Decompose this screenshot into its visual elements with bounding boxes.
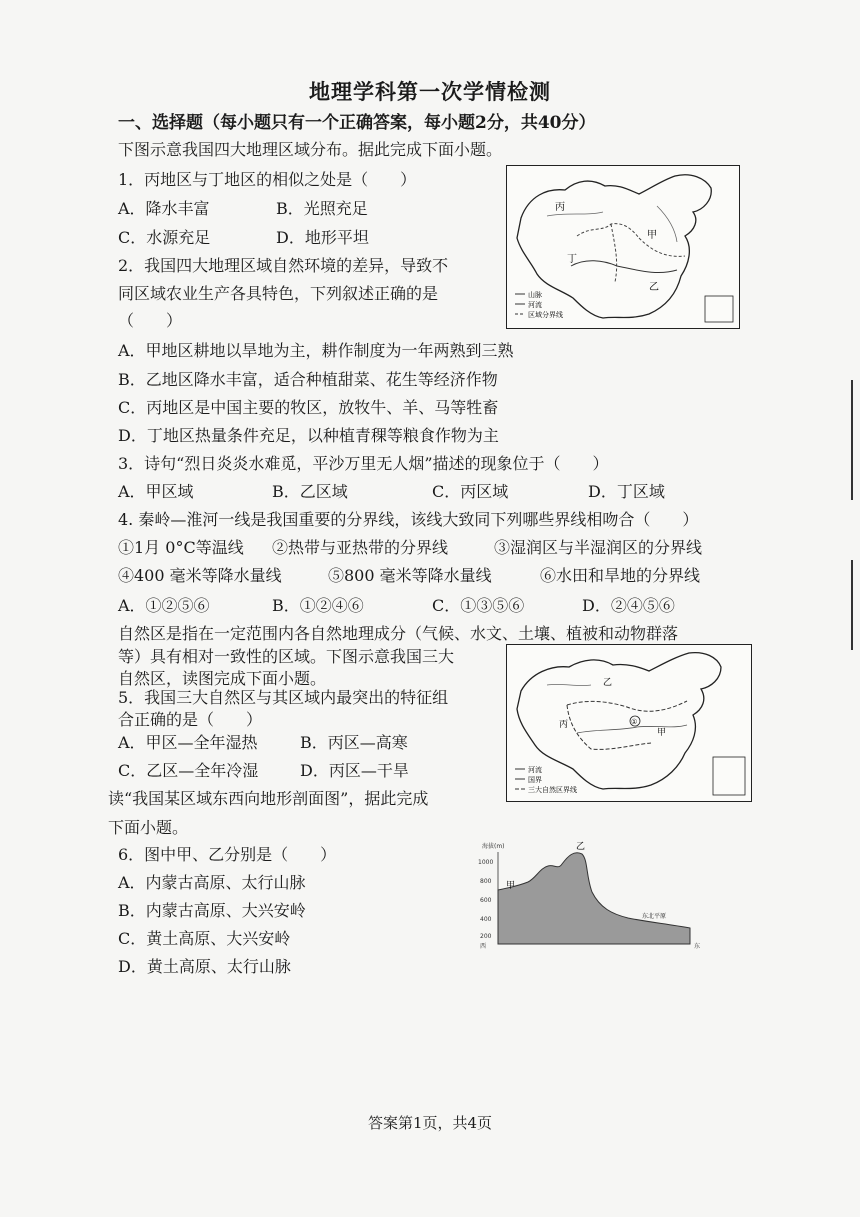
q5-stem-line2: 合正确的是（ ） [118,710,263,729]
profile-label-yi: 乙 [576,842,586,852]
q2-stem-line2: 同区域农业生产各具特色，下列叙述正确的是 [118,284,439,303]
profile-label-plain: 东北平原 [642,913,667,920]
q5-option-c: C．乙区—全年冷湿 [118,761,259,780]
map2-inset [713,757,745,795]
q5-option-d: D．丙区—干旱 [300,761,409,780]
map2-label-yi: 乙 [603,678,613,688]
q4-option-d: D．②④⑤⑥ [582,596,675,615]
q4-item-5: ⑤800 毫米等降水量线 [328,566,492,585]
q6-option-d: D．黄土高原、太行山脉 [118,957,291,976]
group1-intro: 下图示意我国四大地理区域分布。据此完成下面小题。 [118,140,503,159]
china-natural-zones-map [506,644,752,802]
q4-item-2: ②热带与亚热带的分界线 [272,538,449,557]
q1-option-a: A．降水丰富 [118,199,210,218]
q4-stem: 4. 秦岭—淮河一线是我国重要的分界线，该线大致同下列哪些界线相吻合（ ） [118,510,699,529]
q1-option-b: B．光照充足 [276,199,368,218]
group2-intro-line1: 自然区是指在一定范围内各自然地理成分（气候、水文、土壤、植被和动物群落 [118,624,679,643]
q5-option-a: A．甲区—全年湿热 [118,733,258,752]
q3-stem: 3．诗句“烈日炎炎水难觅，平沙万里无人烟”描述的现象位于（ ） [118,454,609,473]
q2-option-c: C．丙地区是中国主要的牧区，放牧牛、羊、马等牲畜 [118,398,499,417]
q5-stem-line1: 5．我国三大自然区与其区域内最突出的特征组 [118,688,449,707]
page-title: 地理学科第一次学情检测 [309,79,551,104]
q4-item-4: ④400 毫米等降水量线 [118,566,282,585]
profile-label-east: 东 [694,943,701,950]
q1-stem: 1．丙地区与丁地区的相似之处是（ ） [118,170,417,189]
map1-legend-boundary: 区域分界线 [528,311,563,319]
q3-option-c: C．丙区域 [432,482,509,501]
q2-stem-line1: 2．我国四大地理区域自然环境的差异，导致不 [118,256,449,275]
q5-option-b: B．丙区—高寒 [300,733,408,752]
profile-tick-600: 600 [480,897,492,904]
q4-item-3: ③湿润区与半湿润区的分界线 [494,538,703,557]
profile-label-jia: 甲 [506,881,516,891]
group3-intro-line2: 下面小题。 [108,818,189,837]
section-heading: 一、选择题（每小题只有一个正确答案，每小题2分，共40分） [118,113,596,133]
scan-edge-mark [851,380,853,500]
map1-legend-river: 河流 [528,301,542,309]
map1-legend-mountain: 山脉 [528,291,542,299]
q6-option-a: A．内蒙古高原、太行山脉 [118,873,306,892]
q6-option-c: C．黄土高原、大兴安岭 [118,929,291,948]
profile-tick-400: 400 [480,916,492,923]
profile-tick-200: 200 [480,933,492,940]
q2-option-a: A．甲地区耕地以旱地为主，耕作制度为一年两熟到三熟 [118,341,514,360]
q3-option-d: D．丁区域 [588,482,665,501]
profile-ylabel: 海拔(m) [482,843,505,850]
scan-edge-mark [851,560,853,650]
map1-label-yi: 乙 [649,282,659,293]
map1-label-ding: 丁 [567,254,577,265]
map1-inset [705,296,733,322]
map2-legend-river: 河流 [528,766,542,774]
q3-option-a: A．甲区域 [118,482,194,501]
map2-label-num1: ① [631,718,638,726]
china-regions-map [506,165,740,329]
terrain-profile-drawing [478,840,708,950]
q4-option-b: B．①②④⑥ [272,596,364,615]
q4-option-a: A．①②⑤⑥ [118,596,210,615]
q4-option-c: C．①③⑤⑥ [432,596,525,615]
q1-option-d: D．地形平坦 [276,228,369,247]
q1-option-c: C．水源充足 [118,228,211,247]
map2-legend-zone-line: 三大自然区界线 [528,786,577,794]
q6-stem: 6．图中甲、乙分别是（ ） [118,845,337,864]
q2-option-d: D．丁地区热量条件充足，以种植青稞等粮食作物为主 [118,426,499,445]
map1-label-jia: 甲 [647,230,657,241]
china-natural-zones-map-drawing [507,645,751,801]
terrain-profile-figure [478,840,708,950]
group2-intro-line3: 自然区，读图完成下面小题。 [118,669,327,688]
group3-intro-line1: 读“我国某区域东西向地形剖面图”，据此完成 [108,789,429,808]
q3-option-b: B．乙区域 [272,482,348,501]
map2-label-bing: 丙 [559,720,569,730]
page-footer: 答案第1页，共4页 [367,1114,493,1132]
map2-legend-border: 国界 [528,776,542,784]
profile-label-west: 西 [480,943,487,950]
q6-option-b: B．内蒙古高原、大兴安岭 [118,901,306,920]
profile-tick-800: 800 [480,878,492,885]
q4-item-6: ⑥水田和旱地的分界线 [540,566,701,585]
profile-tick-1000: 1000 [478,859,494,866]
map2-label-jia: 甲 [657,728,667,738]
group2-intro-line2: 等）具有相对一致性的区域。下图示意我国三大 [118,647,455,666]
q2-option-b: B．乙地区降水丰富，适合种植甜菜、花生等经济作物 [118,370,498,389]
q2-stem-line3: （ ） [118,311,183,330]
map1-label-bing: 丙 [555,202,565,213]
china-regions-map-drawing [507,166,739,328]
q4-item-1: ①1月 0°C等温线 [118,538,244,557]
